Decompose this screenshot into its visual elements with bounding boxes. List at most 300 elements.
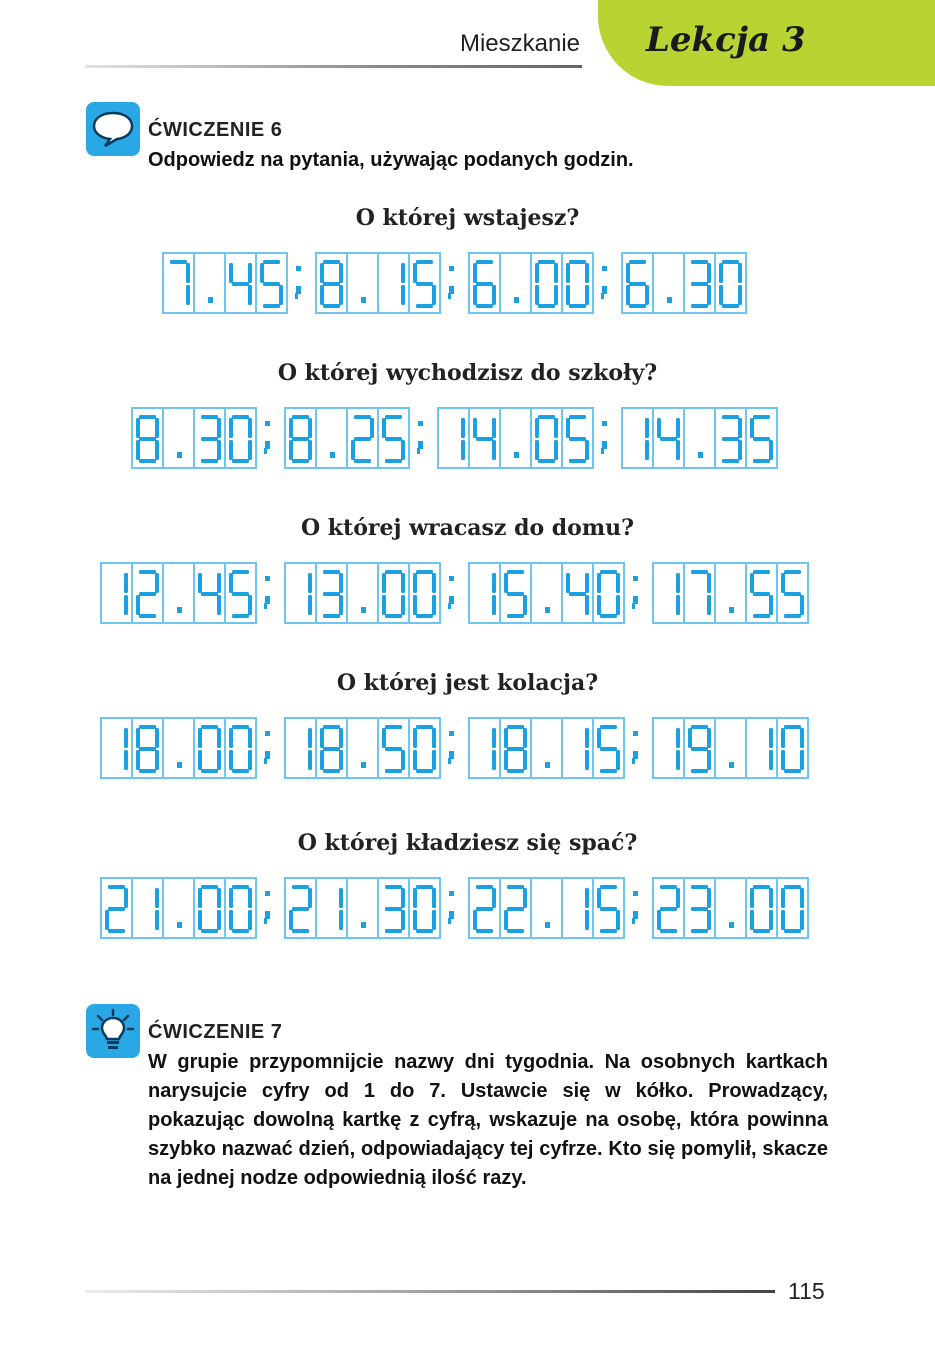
digit-glyph	[382, 414, 406, 464]
segment-f	[657, 418, 661, 438]
segment-d	[476, 929, 493, 933]
digit-glyph	[320, 569, 344, 619]
segment-a	[232, 725, 249, 729]
digit-cell	[164, 407, 195, 469]
segment-e	[413, 750, 417, 770]
dot-segment	[177, 607, 182, 613]
segment-d	[691, 929, 708, 933]
digit-cell	[716, 717, 747, 779]
segment-d	[600, 614, 617, 618]
segment-d	[416, 614, 433, 618]
lesson-title: Lekcja 3	[646, 20, 806, 60]
digit-cell	[652, 877, 685, 939]
segment-c	[769, 750, 773, 770]
segment-b	[155, 728, 159, 748]
segment-c	[676, 595, 680, 615]
segment-d	[201, 459, 218, 463]
digit-cell	[410, 877, 441, 939]
segment-f	[382, 418, 386, 438]
digit-cell	[164, 562, 195, 624]
digit-cell	[164, 877, 195, 939]
segment-e	[781, 750, 785, 770]
segment-b	[308, 728, 312, 748]
segment-a	[476, 260, 493, 264]
segment-g	[292, 437, 309, 441]
digit-glyph	[382, 569, 406, 619]
dot-segment	[208, 297, 213, 303]
header-divider	[85, 65, 582, 68]
digit-cell	[317, 877, 348, 939]
segment-a	[323, 725, 340, 729]
segment-d	[753, 459, 770, 463]
segment-a	[292, 415, 309, 419]
segment-g	[660, 437, 677, 441]
digital-time	[468, 877, 625, 939]
digit-glyph	[535, 724, 559, 774]
segment-d	[476, 304, 493, 308]
segment-a	[600, 570, 617, 574]
segment-c	[523, 595, 527, 615]
segment-b	[523, 728, 527, 748]
digit-glyph	[597, 884, 621, 934]
segment-g	[600, 747, 617, 751]
segment-d	[139, 614, 156, 618]
digit-cell	[594, 562, 625, 624]
dot-segment	[361, 922, 366, 928]
exercise6-instruction: Odpowiedz na pytania, używając podanych godzin.	[148, 149, 634, 171]
digit-glyph	[781, 724, 805, 774]
digit-cell	[100, 717, 133, 779]
segment-g	[416, 282, 433, 286]
segment-d	[784, 929, 801, 933]
digit-glyph	[688, 569, 712, 619]
segment-b	[248, 728, 252, 748]
semicolon-glyph	[627, 889, 647, 929]
segment-c	[616, 750, 620, 770]
digit-glyph	[198, 884, 222, 934]
segment-a	[753, 415, 770, 419]
digit-glyph	[473, 414, 497, 464]
segment-a	[416, 725, 433, 729]
segment-f	[597, 573, 601, 593]
segment-f	[289, 418, 293, 438]
digit-cell	[100, 562, 133, 624]
segment-a	[600, 725, 617, 729]
segment-e	[781, 910, 785, 930]
dot-segment	[177, 452, 182, 458]
digital-time	[284, 407, 410, 469]
segment-d	[660, 929, 677, 933]
digit-cell	[284, 562, 317, 624]
segment-c	[432, 750, 436, 770]
segment-a	[385, 570, 402, 574]
time-separator	[410, 407, 437, 465]
digit-cell	[348, 252, 379, 314]
digit-cell	[317, 717, 348, 779]
segment-f	[229, 263, 233, 283]
digit-glyph	[136, 884, 160, 934]
segment-a	[660, 885, 677, 889]
segment-g	[507, 592, 524, 596]
segment-d	[385, 459, 402, 463]
digit-cell	[594, 717, 625, 779]
segment-d	[232, 614, 249, 618]
digital-time	[100, 562, 257, 624]
segment-c	[339, 595, 343, 615]
segment-f	[750, 573, 754, 593]
segment-f	[781, 728, 785, 748]
lesson-tab	[598, 0, 935, 86]
segment-c	[492, 440, 496, 460]
segment-g	[476, 437, 493, 441]
segment-e	[289, 910, 293, 930]
segment-d	[416, 304, 433, 308]
segment-c	[432, 595, 436, 615]
segment-b	[308, 418, 312, 438]
segment-b	[186, 263, 190, 283]
digit-glyph	[413, 724, 437, 774]
segment-a	[476, 885, 493, 889]
digit-cell	[195, 717, 226, 779]
segment-g	[354, 437, 371, 441]
digit-glyph	[781, 884, 805, 934]
segment-g	[753, 592, 770, 596]
segment-c	[800, 750, 804, 770]
segment-g	[722, 437, 739, 441]
dot-segment	[177, 922, 182, 928]
segment-b	[432, 728, 436, 748]
digit-glyph	[167, 884, 191, 934]
segment-d	[201, 769, 218, 773]
digit-glyph	[136, 569, 160, 619]
segment-d	[691, 304, 708, 308]
page-number: 115	[788, 1278, 825, 1304]
digit-cell	[379, 877, 410, 939]
segment-d	[538, 304, 555, 308]
digit-cell	[284, 717, 317, 779]
segment-f	[229, 573, 233, 593]
digit-glyph	[688, 259, 712, 309]
digit-glyph	[504, 884, 528, 934]
question-text: O której wstajesz?	[355, 205, 580, 231]
dot-segment	[545, 922, 550, 928]
segment-c	[585, 910, 589, 930]
segment-c	[800, 595, 804, 615]
segment-c	[401, 750, 405, 770]
segment-g	[108, 907, 125, 911]
semicolon-glyph	[596, 264, 616, 304]
segment-a	[753, 570, 770, 574]
digit-cell	[563, 877, 594, 939]
digit-glyph	[750, 414, 774, 464]
segment-d	[600, 769, 617, 773]
segment-c	[707, 910, 711, 930]
digit-cell	[257, 252, 288, 314]
segment-e	[229, 750, 233, 770]
digital-time	[100, 877, 257, 939]
digit-cell	[747, 407, 778, 469]
digit-cell	[410, 252, 441, 314]
time-separator	[441, 877, 468, 935]
segment-c	[616, 910, 620, 930]
segment-d	[292, 459, 309, 463]
segment-c	[339, 910, 343, 930]
segment-d	[722, 459, 739, 463]
digit-glyph	[167, 414, 191, 464]
digit-glyph	[626, 259, 650, 309]
digit-cell	[133, 717, 164, 779]
segment-b	[585, 263, 589, 283]
segment-c	[769, 595, 773, 615]
digit-glyph	[719, 884, 743, 934]
time-separator	[441, 562, 468, 620]
segment-a	[201, 725, 218, 729]
digit-cell	[468, 877, 501, 939]
dot-segment	[698, 452, 703, 458]
segment-c	[585, 750, 589, 770]
segment-c	[124, 595, 128, 615]
segment-b	[585, 573, 589, 593]
segment-a	[170, 260, 187, 264]
time-separator	[625, 562, 652, 620]
digit-glyph	[473, 569, 497, 619]
segment-e	[473, 285, 477, 305]
segment-b	[124, 888, 128, 908]
segment-b	[217, 888, 221, 908]
digit-glyph	[657, 414, 681, 464]
segment-f	[504, 573, 508, 593]
dot-segment	[729, 607, 734, 613]
segment-e	[136, 595, 140, 615]
segment-a	[292, 885, 309, 889]
digit-glyph	[657, 259, 681, 309]
digital-time	[468, 562, 625, 624]
segment-a	[691, 725, 708, 729]
time-separator	[257, 407, 284, 465]
segment-a	[232, 885, 249, 889]
digital-time	[621, 252, 747, 314]
digit-glyph	[719, 259, 743, 309]
question-text: O której jest kolacja?	[336, 670, 599, 696]
segment-c	[401, 595, 405, 615]
digital-time	[652, 717, 809, 779]
semicolon-glyph	[259, 419, 279, 459]
segment-b	[738, 418, 742, 438]
digit-cell	[563, 717, 594, 779]
digit-glyph	[105, 884, 129, 934]
segment-g	[691, 747, 708, 751]
segment-g	[569, 437, 586, 441]
segment-a	[323, 260, 340, 264]
segment-b	[676, 728, 680, 748]
segment-d	[232, 769, 249, 773]
segment-b	[676, 573, 680, 593]
segment-a	[416, 885, 433, 889]
segment-b	[432, 573, 436, 593]
digit-cell	[747, 562, 778, 624]
dot-segment	[330, 452, 335, 458]
digit-cell	[621, 407, 654, 469]
digit-glyph	[473, 884, 497, 934]
segment-b	[217, 418, 221, 438]
digit-cell	[501, 717, 532, 779]
segment-f	[229, 728, 233, 748]
segment-b	[738, 263, 742, 283]
segment-g	[139, 747, 156, 751]
dot-segment	[545, 607, 550, 613]
digit-glyph	[167, 569, 191, 619]
segment-e	[413, 910, 417, 930]
segment-g	[476, 907, 493, 911]
segment-c	[616, 595, 620, 615]
segment-f	[136, 728, 140, 748]
segment-f	[750, 888, 754, 908]
segment-c	[248, 910, 252, 930]
segment-f	[136, 418, 140, 438]
segment-d	[538, 459, 555, 463]
segment-f	[719, 263, 723, 283]
segment-f	[198, 888, 202, 908]
segment-a	[416, 260, 433, 264]
segment-c	[308, 750, 312, 770]
digital-time	[315, 252, 441, 314]
digit-cell	[654, 252, 685, 314]
digit-cell	[133, 562, 164, 624]
segment-b	[339, 888, 343, 908]
segment-f	[413, 573, 417, 593]
segment-b	[155, 888, 159, 908]
segment-c	[401, 910, 405, 930]
segment-b	[523, 888, 527, 908]
time-separator	[441, 252, 468, 310]
segment-d	[507, 769, 524, 773]
digit-glyph	[136, 414, 160, 464]
segment-b	[769, 888, 773, 908]
digit-glyph	[535, 884, 559, 934]
digit-cell	[226, 877, 257, 939]
segment-g	[784, 592, 801, 596]
digital-time	[284, 562, 441, 624]
digit-glyph	[566, 259, 590, 309]
segment-a	[507, 570, 524, 574]
segment-e	[597, 595, 601, 615]
digit-cell	[652, 717, 685, 779]
segment-b	[492, 728, 496, 748]
digit-cell	[716, 407, 747, 469]
digit-glyph	[289, 569, 313, 619]
segment-b	[370, 418, 374, 438]
digit-cell	[685, 252, 716, 314]
section-title: Mieszkanie	[459, 30, 580, 57]
digit-cell	[468, 562, 501, 624]
segment-a	[538, 260, 555, 264]
digital-time	[652, 877, 809, 939]
segment-d	[784, 614, 801, 618]
digit-cell	[594, 877, 625, 939]
digit-cell	[226, 562, 257, 624]
segment-a	[784, 885, 801, 889]
digital-time	[468, 717, 625, 779]
digit-glyph	[229, 884, 253, 934]
digit-cell	[195, 877, 226, 939]
segment-g	[292, 907, 309, 911]
digital-time	[284, 877, 441, 939]
semicolon-glyph	[443, 574, 463, 614]
segment-f	[229, 418, 233, 438]
digit-glyph	[504, 414, 528, 464]
digit-cell	[226, 252, 257, 314]
segment-a	[385, 725, 402, 729]
segment-d	[385, 614, 402, 618]
segment-g	[600, 907, 617, 911]
digit-glyph	[688, 414, 712, 464]
digit-cell	[437, 407, 470, 469]
segment-c	[707, 285, 711, 305]
time-options-row	[100, 717, 809, 779]
question-text: O której wychodzisz do szkoły?	[277, 360, 658, 386]
digit-cell	[778, 877, 809, 939]
digit-glyph	[382, 884, 406, 934]
segment-g	[323, 592, 340, 596]
segment-b	[308, 573, 312, 593]
segment-c	[401, 285, 405, 305]
time-separator	[625, 877, 652, 935]
segment-d	[691, 769, 708, 773]
segment-c	[707, 750, 711, 770]
segment-e	[136, 750, 140, 770]
segment-f	[504, 728, 508, 748]
digit-cell	[348, 877, 379, 939]
segment-b	[401, 573, 405, 593]
segment-d	[323, 769, 340, 773]
segment-f	[566, 573, 570, 593]
segment-c	[585, 595, 589, 615]
semicolon-glyph	[443, 729, 463, 769]
digit-cell	[317, 407, 348, 469]
segment-b	[707, 888, 711, 908]
digit-glyph	[626, 414, 650, 464]
digit-cell	[501, 407, 532, 469]
segment-b	[432, 888, 436, 908]
digit-glyph	[504, 724, 528, 774]
digit-glyph	[413, 569, 437, 619]
segment-a	[691, 570, 708, 574]
segment-e	[750, 910, 754, 930]
digit-glyph	[566, 569, 590, 619]
segment-g	[232, 282, 249, 286]
segment-f	[198, 573, 202, 593]
segment-c	[401, 440, 405, 460]
segment-f	[781, 888, 785, 908]
digit-glyph	[566, 724, 590, 774]
segment-b	[124, 728, 128, 748]
digit-glyph	[504, 569, 528, 619]
digit-cell	[133, 877, 164, 939]
segment-c	[155, 440, 159, 460]
segment-c	[186, 285, 190, 305]
segment-b	[707, 263, 711, 283]
exercise6-label: ĆWICZENIE 6	[148, 119, 283, 141]
dot-segment	[361, 297, 366, 303]
digit-glyph	[289, 414, 313, 464]
segment-e	[351, 440, 355, 460]
segment-d	[753, 614, 770, 618]
segment-c	[248, 750, 252, 770]
segment-b	[554, 263, 558, 283]
segment-f	[626, 263, 630, 283]
digit-glyph	[566, 414, 590, 464]
time-options-row	[162, 252, 747, 314]
